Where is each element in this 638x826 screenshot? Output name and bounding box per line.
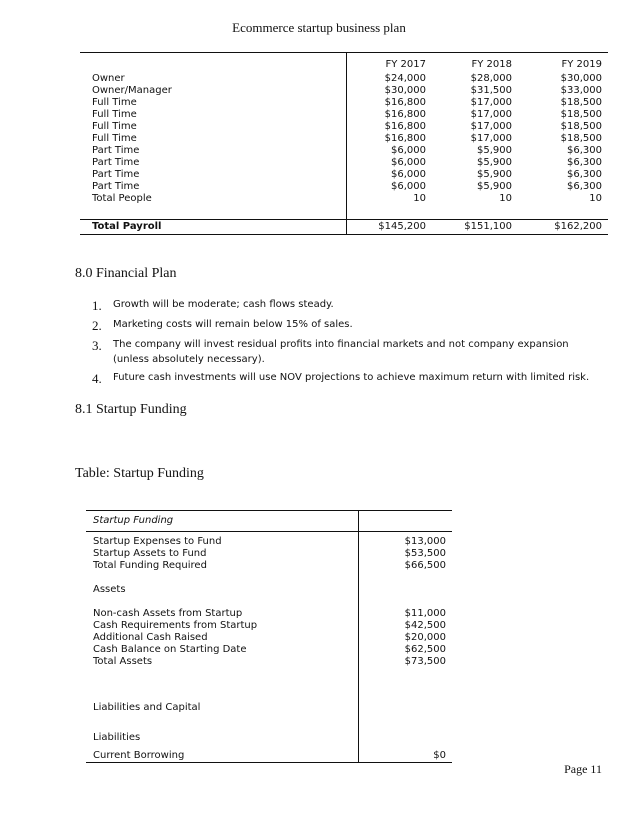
funding-row-value: $53,500 [358, 548, 452, 560]
payroll-spacer-cell [80, 205, 346, 220]
funding-row-value: $0 [358, 750, 452, 762]
funding-group-requirements [86, 536, 452, 572]
payroll-cell: $18,500 [560, 109, 602, 120]
assumption-number: 1. [92, 298, 102, 313]
payroll-row [80, 157, 608, 169]
assumption-text: Future cash investments will use NOV projections to achieve maximum return with limited risk. [113, 372, 590, 383]
assumption-number: 4. [92, 371, 102, 386]
payroll-cell: $6,300 [567, 157, 602, 168]
payroll-row-label: Part Time [92, 145, 140, 156]
payroll-row [80, 145, 608, 157]
payroll-row-label: Full Time [92, 133, 137, 144]
column-header-fy2019: FY 2019 [561, 59, 602, 70]
funding-table-title: Startup Funding [93, 515, 174, 526]
payroll-cell: $16,800 [346, 121, 432, 133]
payroll-total-row [80, 220, 608, 235]
payroll-cell: $17,000 [470, 133, 512, 144]
payroll-cell: $17,000 [470, 109, 512, 120]
payroll-cell: $17,000 [470, 121, 512, 132]
payroll-cell: $24,000 [346, 73, 432, 85]
funding-row-current-borrowing [86, 750, 452, 763]
payroll-header-row [80, 53, 608, 73]
payroll-total-label: Total Payroll [80, 220, 346, 235]
payroll-spacer-cell [432, 205, 518, 220]
funding-row [86, 702, 452, 714]
payroll-row [80, 73, 608, 85]
funding-row [86, 632, 452, 644]
funding-row-label: Cash Balance on Starting Date [93, 644, 247, 655]
assumptions-list [92, 297, 602, 390]
payroll-cell: $16,800 [346, 109, 432, 121]
payroll-row-label: Owner/Manager [92, 85, 172, 96]
funding-row-label: Current Borrowing [93, 750, 185, 761]
funding-row-label: Non-cash Assets from Startup [93, 608, 243, 619]
payroll-cell: $31,500 [470, 85, 512, 96]
payroll-row-label: Part Time [92, 157, 140, 168]
payroll-cell: $5,900 [477, 157, 512, 168]
payroll-table [80, 52, 608, 235]
payroll-cell: 10 [346, 193, 432, 205]
payroll-cell: $18,500 [560, 97, 602, 108]
payroll-total-cell: $145,200 [346, 220, 432, 235]
payroll-row-label: Total People [92, 193, 152, 204]
assumption-text: Marketing costs will remain below 15% of sales. [113, 319, 353, 330]
funding-row-label: Startup Expenses to Fund [93, 536, 222, 547]
liabilities-label: Liabilities [93, 732, 141, 743]
funding-row [86, 732, 452, 744]
funding-row-value: $73,500 [358, 656, 452, 668]
payroll-spacer-cell [518, 205, 608, 220]
funding-header-row [86, 510, 452, 532]
payroll-cell: $6,000 [346, 181, 432, 193]
funding-row [86, 644, 452, 656]
funding-row-value: $13,000 [358, 536, 452, 548]
payroll-cell: $28,000 [470, 73, 512, 84]
payroll-cell: $5,900 [477, 145, 512, 156]
column-header-fy2017: FY 2017 [346, 53, 432, 73]
funding-row-value: $20,000 [358, 632, 452, 644]
funding-row [86, 656, 452, 668]
liabilities-and-capital-label: Liabilities and Capital [93, 702, 201, 713]
payroll-row [80, 193, 608, 205]
payroll-total-cell: $151,100 [432, 220, 518, 235]
payroll-cell: $6,000 [346, 157, 432, 169]
payroll-row-label: Full Time [92, 109, 137, 120]
funding-row-label: Startup Assets to Fund [93, 548, 207, 559]
payroll-cell: $6,000 [346, 145, 432, 157]
page-number: Page 11 [564, 762, 602, 776]
funding-row [86, 536, 452, 548]
payroll-row-label: Owner [92, 73, 125, 84]
funding-row-value: $11,000 [358, 608, 452, 620]
payroll-cell: $16,800 [346, 133, 432, 145]
funding-row-label: Total Funding Required [93, 560, 207, 571]
payroll-cell: $30,000 [346, 85, 432, 97]
assumption-item [92, 317, 602, 334]
assumption-item [92, 337, 602, 367]
assumption-text: The company will invest residual profits into financial markets and not company expansion (unless absolutely necessary). [113, 339, 569, 365]
payroll-row-label: Part Time [92, 181, 140, 192]
financial-plan-heading: 8.0 Financial Plan [75, 266, 177, 281]
assumption-item [92, 370, 602, 387]
table-caption: Table: Startup Funding [75, 466, 204, 481]
funding-row [86, 560, 452, 572]
startup-funding-heading: 8.1 Startup Funding [75, 402, 187, 417]
payroll-cell: $18,500 [560, 133, 602, 144]
assets-label: Assets [93, 584, 126, 595]
payroll-row [80, 133, 608, 145]
payroll-row-label: Full Time [92, 121, 137, 132]
assumption-item [92, 297, 602, 314]
payroll-cell: $6,300 [567, 145, 602, 156]
payroll-cell: $33,000 [560, 85, 602, 96]
funding-row [86, 620, 452, 632]
funding-row-label: Cash Requirements from Startup [93, 620, 258, 631]
payroll-cell: $6,300 [567, 181, 602, 192]
payroll-cell: $5,900 [477, 169, 512, 180]
payroll-cell: $6,000 [346, 169, 432, 181]
funding-group-assets [86, 608, 452, 668]
payroll-row-label: Full Time [92, 97, 137, 108]
payroll-row [80, 169, 608, 181]
assumption-text: Growth will be moderate; cash flows steady. [113, 299, 334, 310]
funding-row [86, 548, 452, 560]
payroll-cell: 10 [499, 193, 512, 204]
payroll-cell: $17,000 [470, 97, 512, 108]
startup-funding-table [86, 510, 452, 763]
funding-row-label: Total Assets [93, 656, 153, 667]
payroll-row [80, 85, 608, 97]
payroll-cell: $16,800 [346, 97, 432, 109]
funding-row-label: Additional Cash Raised [93, 632, 208, 643]
assumption-number: 2. [92, 318, 102, 333]
funding-row-value: $66,500 [358, 560, 452, 572]
page-header: Ecommerce startup business plan [232, 20, 406, 35]
payroll-row [80, 109, 608, 121]
payroll-row [80, 121, 608, 133]
payroll-cell: $5,900 [477, 181, 512, 192]
column-header-fy2018: FY 2018 [471, 59, 512, 70]
payroll-spacer-row [80, 205, 608, 220]
payroll-row [80, 97, 608, 109]
payroll-row [80, 181, 608, 193]
funding-row [86, 608, 452, 620]
payroll-spacer-cell [346, 205, 432, 220]
payroll-cell: 10 [589, 193, 602, 204]
payroll-cell: $6,300 [567, 169, 602, 180]
payroll-total-cell: $162,200 [518, 220, 608, 235]
funding-row [86, 584, 452, 596]
funding-row-value: $62,500 [358, 644, 452, 656]
payroll-cell: $18,500 [560, 121, 602, 132]
payroll-row-label: Part Time [92, 169, 140, 180]
assumption-number: 3. [92, 338, 102, 353]
payroll-cell: $30,000 [560, 73, 602, 84]
funding-row-value: $42,500 [358, 620, 452, 632]
